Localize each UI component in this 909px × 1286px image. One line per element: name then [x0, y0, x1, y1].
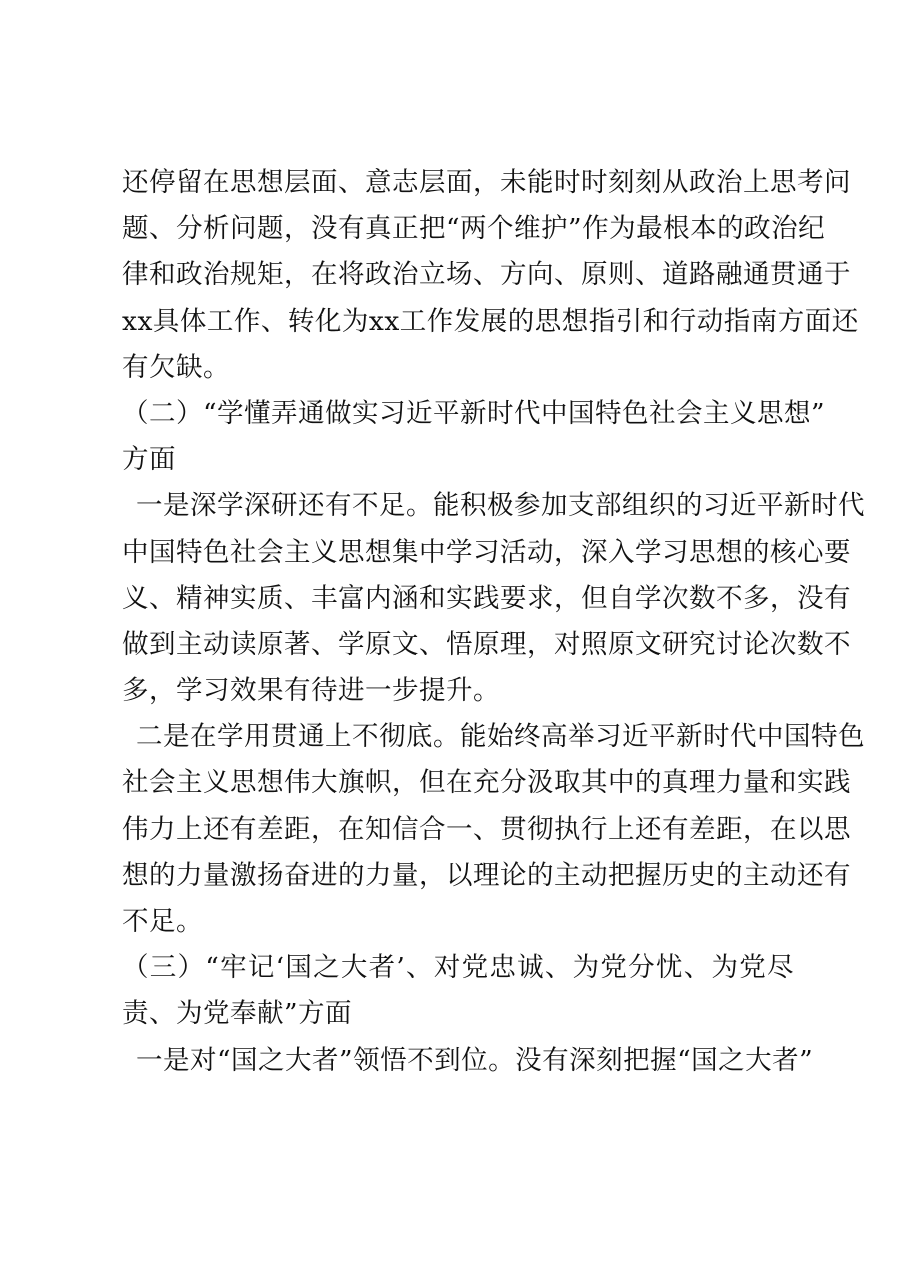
text-line: 做到主动读原著、学原文、悟原理，对照原文研究讨论次数不	[122, 628, 851, 660]
text-line: 想的力量激扬奋进的力量，以理论的主动把握历史的主动还有	[122, 859, 851, 891]
text-line: 一是深学深研还有不足。能积极参加支部组织的习近平新时代	[136, 490, 865, 522]
section-heading-3: （三）“牢记‘国之大者’、对党忠诚、为党分忧、为党尽	[122, 952, 794, 984]
text-line: 还停留在思想层面、意志层面，未能时时刻刻从政治上思考问	[122, 167, 851, 198]
section-heading-2-continued: 方面	[122, 444, 176, 476]
document-body	[122, 160, 865, 1084]
text-line: 多，学习效果有待进一步提升。	[122, 675, 500, 707]
text-line: 二是在学用贯通上不彻底。能始终高举习近平新时代中国特色	[136, 721, 865, 753]
text-line: 义、精神实质、丰富内涵和实践要求，但自学次数不多，没有	[122, 582, 851, 614]
text-line: xx具体工作、转化为xx工作发展的思想指引和行动指南方面还	[122, 305, 859, 337]
text-line: 一是对“国之大者”领悟不到位。没有深刻把握“国之大者”	[136, 1044, 814, 1076]
text-line: 有欠缺。	[122, 351, 230, 383]
section-heading-2: （二）“学懂弄通做实习近平新时代中国特色社会主义思想”	[122, 397, 826, 429]
text-line: 题、分析问题，没有真正把“两个维护”作为最根本的政治纪	[122, 213, 826, 245]
text-line: 中国特色社会主义思想集中学习活动，深入学习思想的核心要	[122, 536, 851, 568]
text-line: 社会主义思想伟大旗帜，但在充分汲取其中的真理力量和实践	[122, 767, 851, 799]
text-line: 不足。	[122, 906, 203, 937]
text-line: 律和政治规矩，在将政治立场、方向、原则、道路融通贯通于	[122, 259, 851, 291]
section-heading-3-continued: 责、为党奉献”方面	[122, 998, 353, 1030]
text-line: 伟力上还有差距，在知信合一、贯彻执行上还有差距，在以思	[122, 813, 851, 845]
